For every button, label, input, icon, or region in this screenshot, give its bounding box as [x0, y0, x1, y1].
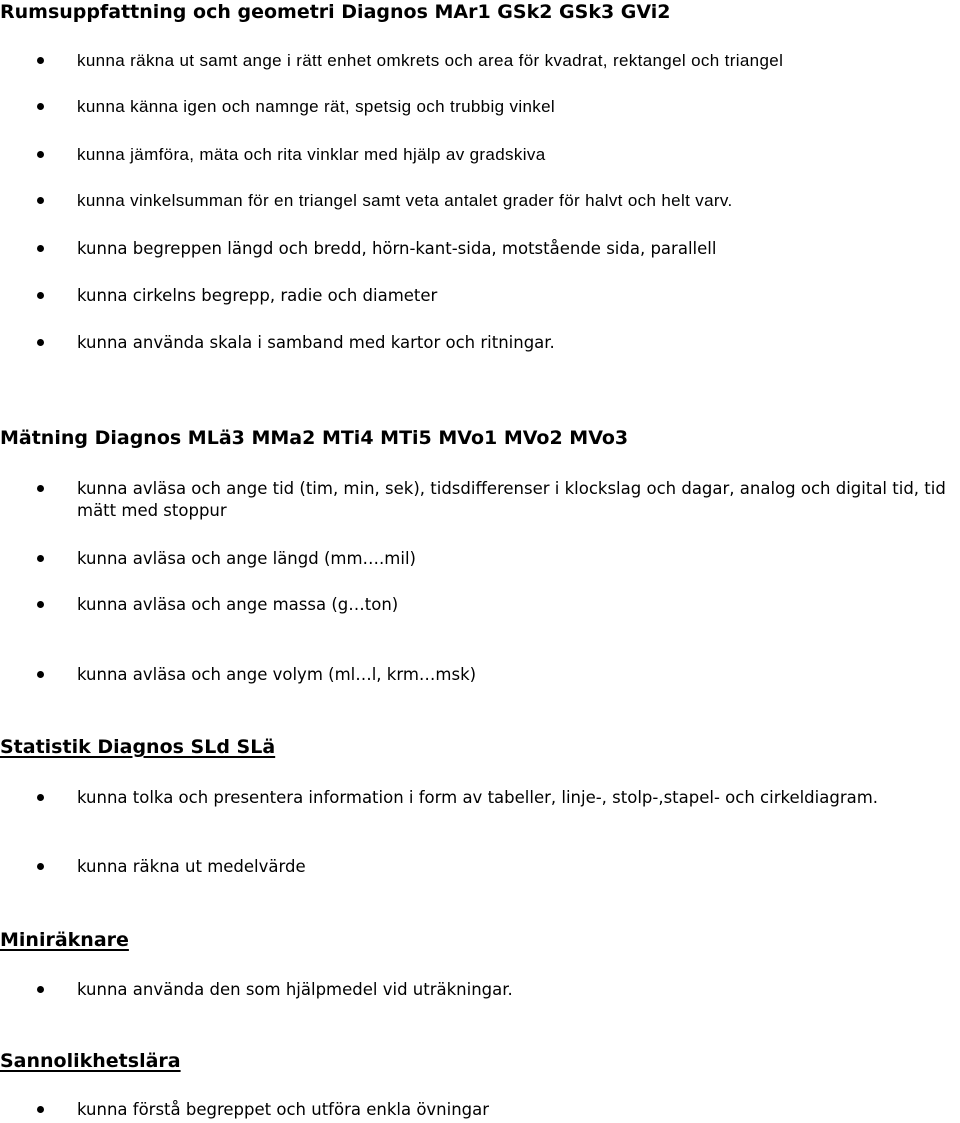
bullet-icon	[37, 151, 44, 158]
bullet-icon	[37, 601, 44, 608]
bullet-icon	[37, 292, 44, 299]
section-heading-matning: Mätning Diagnos MLä3 MMa2 MTi4 MTi5 MVo1 MVo2 MVo3	[0, 427, 629, 449]
list-item-text: kunna vinkelsumman för en triangel samt veta antalet grader för halvt och helt varv.	[77, 191, 733, 210]
list-item-text: kunna avläsa och ange massa (g…ton)	[77, 595, 399, 614]
list-item-text: kunna jämföra, mäta och rita vinklar med hjälp av gradskiva	[77, 145, 546, 164]
list-item-text: kunna förstå begreppet och utföra enkla övningar	[77, 1100, 490, 1119]
bullet-icon	[37, 245, 44, 252]
list-item-text: kunna cirkelns begrepp, radie och diameter	[77, 286, 438, 305]
bullet-icon	[37, 863, 44, 870]
list-item-text: kunna använda den som hjälpmedel vid uträkningar.	[77, 980, 513, 999]
section-heading-statistik: Statistik Diagnos SLd SLä	[0, 736, 276, 758]
list-item-text: kunna använda skala i samband med kartor och ritningar.	[77, 333, 555, 352]
list-item-text: kunna räkna ut medelvärde	[77, 857, 306, 876]
list-item-text: kunna tolka och presentera information i form av tabeller, linje-, stolp-,stapel- och cirkeldiagram.	[77, 788, 879, 807]
bullet-icon	[37, 1106, 44, 1113]
list-item-text: kunna begreppen längd och bredd, hörn-kant-sida, motstående sida, parallell	[77, 239, 717, 258]
list-item-text: kunna avläsa och ange tid (tim, min, sek), tidsdifferenser i klockslag och dagar, analog och digital tid, tid mätt med stoppur	[77, 479, 946, 520]
bullet-icon	[37, 339, 44, 346]
section-heading-sannolikhetslara: Sannolikhetslära	[0, 1050, 181, 1072]
bullet-icon	[37, 103, 44, 110]
list-item-text: kunna räkna ut samt ange i rätt enhet omkrets och area för kvadrat, rektangel och triangel	[77, 51, 784, 70]
list-item-text: kunna avläsa och ange längd (mm….mil)	[77, 549, 416, 568]
section-heading-geometri: Rumsuppfattning och geometri Diagnos MAr1 GSk2 GSk3 GVi2	[0, 1, 671, 23]
bullet-icon	[37, 794, 44, 801]
bullet-icon	[37, 986, 44, 993]
bullet-icon	[37, 485, 44, 492]
bullet-icon	[37, 57, 44, 64]
bullet-icon	[37, 197, 44, 204]
bullet-icon	[37, 555, 44, 562]
bullet-icon	[37, 671, 44, 678]
list-item-text: kunna känna igen och namnge rät, spetsig och trubbig vinkel	[77, 97, 556, 116]
section-heading-minirakare: Miniräknare	[0, 929, 129, 951]
list-item-text: kunna avläsa och ange volym (ml…l, krm…msk)	[77, 665, 477, 684]
